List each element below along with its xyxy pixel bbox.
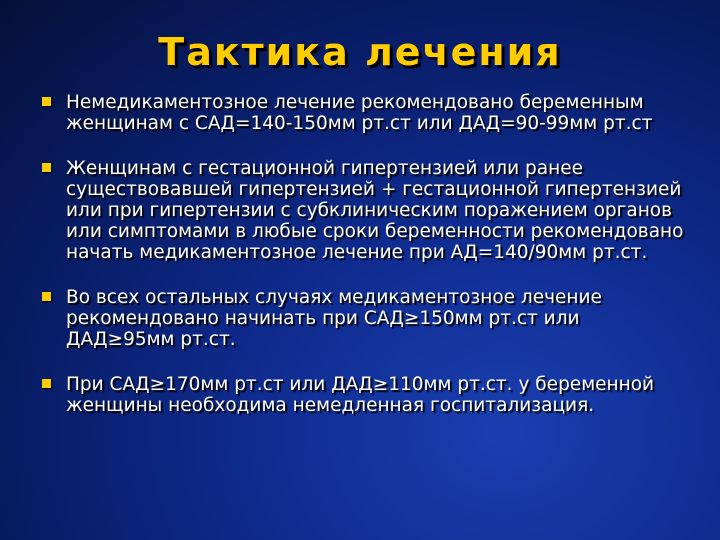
bullet-text: Женщинам с гестационной гипертензией или ранее существовавшей гипертензией + гестационной гипертензией или при гипертензии с субклиническим поражением органов или симптомами в любые сроки беременности рекомендовано начать медикаментозное лечение при АД=140/90мм рт.ст. xyxy=(66,158,684,263)
bullet-item xyxy=(40,158,690,263)
bullet-item xyxy=(40,374,690,416)
slide-title: Тактика лечения xyxy=(158,30,562,74)
bullet-text: При САД≥170мм рт.ст или ДАД≥110мм рт.ст. у беременной женщины необходима немедленная госпитализация. xyxy=(66,374,655,416)
square-bullet-icon xyxy=(42,97,51,106)
square-bullet-icon xyxy=(42,292,51,301)
bullet-item xyxy=(40,287,690,350)
bullet-text: Немедикаментозное лечение рекомендовано беременным женщинам с САД=140-150мм рт.ст или ДАД=90-99мм рт.ст xyxy=(66,92,653,134)
bullet-text: Во всех остальных случаях медикаментозное лечение рекомендовано начинать при САД≥150мм рт.ст или ДАД≥95мм рт.ст. xyxy=(66,287,602,350)
bullet-item xyxy=(40,92,690,134)
square-bullet-icon xyxy=(42,163,51,172)
bullet-list xyxy=(40,92,690,440)
square-bullet-icon xyxy=(42,379,51,388)
